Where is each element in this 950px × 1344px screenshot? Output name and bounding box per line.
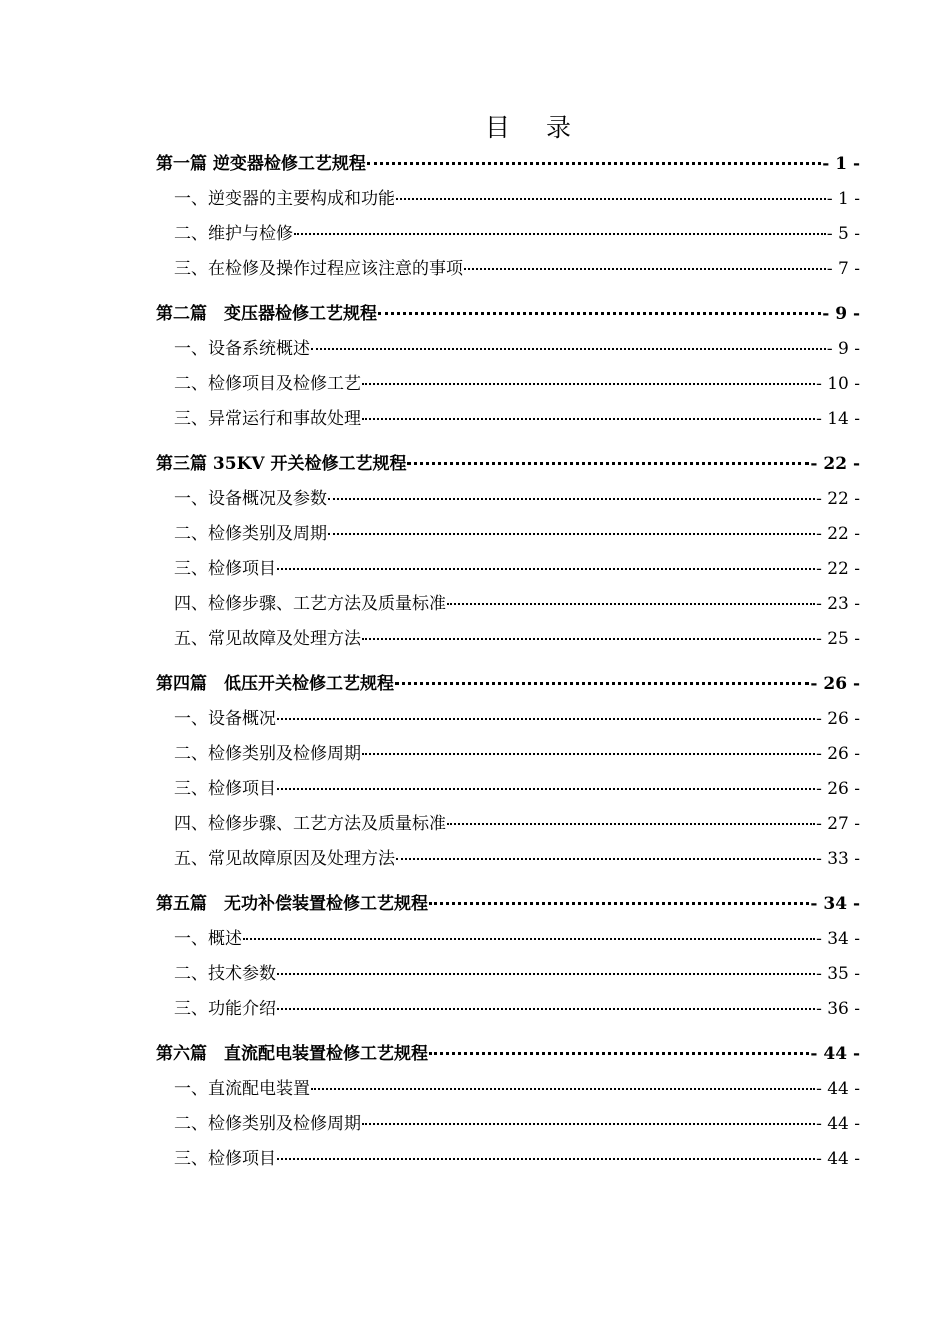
section-title: 三、在检修及操作过程应该注意的事项 [174, 259, 463, 279]
chapter-page-number: - 44 - [810, 1044, 860, 1064]
dot-leader [396, 197, 826, 200]
section-page-number: - 27 - [816, 814, 860, 834]
dot-leader [407, 461, 809, 465]
section-title: 一、直流配电装置 [174, 1079, 310, 1099]
section-page-number: - 23 - [816, 594, 860, 614]
dot-leader [378, 311, 821, 315]
section-title: 三、检修项目 [174, 559, 276, 579]
chapter-title: 第二篇 变压器检修工艺规程 [156, 304, 377, 324]
chapter-page-number: - 34 - [810, 894, 860, 914]
section-title: 一、设备概况 [174, 709, 276, 729]
dot-leader [367, 161, 821, 165]
section-title: 一、设备系统概述 [174, 339, 310, 359]
dot-leader [277, 972, 815, 975]
section-title: 二、检修类别及检修周期 [174, 744, 361, 764]
dot-leader [277, 787, 815, 790]
dot-leader [328, 497, 815, 500]
dot-leader [429, 1051, 809, 1055]
toc-section-entry[interactable] [156, 737, 860, 772]
toc-title: 目 录 [485, 113, 585, 142]
toc-section-entry[interactable] [156, 807, 860, 842]
toc-section-entry[interactable] [156, 402, 860, 437]
dot-leader [447, 822, 815, 825]
chapter-page-number: - 26 - [810, 674, 860, 694]
dot-leader [277, 567, 815, 570]
section-page-number: - 36 - [816, 999, 860, 1019]
section-title: 二、检修项目及检修工艺 [174, 374, 361, 394]
dot-leader [311, 1087, 815, 1090]
toc-chapter-entry[interactable] [156, 1036, 860, 1072]
toc-section-entry[interactable] [156, 367, 860, 402]
dot-leader [464, 267, 826, 270]
chapter-page-number: - 22 - [810, 454, 860, 474]
section-page-number: - 26 - [816, 744, 860, 764]
dot-leader [447, 602, 815, 605]
section-page-number: - 1 - [826, 189, 860, 209]
toc-section-entry[interactable] [156, 702, 860, 737]
dot-leader [362, 417, 815, 420]
toc-chapter-entry[interactable] [156, 146, 860, 182]
section-title: 五、常见故障原因及处理方法 [174, 849, 395, 869]
dot-leader [328, 532, 815, 535]
dot-leader [395, 681, 809, 685]
dot-leader [294, 232, 826, 235]
toc-section-entry[interactable] [156, 957, 860, 992]
section-page-number: - 35 - [816, 964, 860, 984]
chapter-title: 第六篇 直流配电装置检修工艺规程 [156, 1044, 428, 1064]
dot-leader [362, 637, 815, 640]
toc-chapter-entry[interactable] [156, 296, 860, 332]
section-page-number: - 9 - [826, 339, 860, 359]
section-page-number: - 34 - [816, 929, 860, 949]
section-page-number: - 25 - [816, 629, 860, 649]
toc-section-entry[interactable] [156, 482, 860, 517]
section-title: 五、常见故障及处理方法 [174, 629, 361, 649]
chapter-title: 第一篇 逆变器检修工艺规程 [156, 154, 366, 174]
section-title: 四、检修步骤、工艺方法及质量标准 [174, 594, 446, 614]
section-title: 三、检修项目 [174, 1149, 276, 1169]
section-title: 三、功能介绍 [174, 999, 276, 1019]
dot-leader [277, 1007, 815, 1010]
section-page-number: - 26 - [816, 709, 860, 729]
section-page-number: - 14 - [816, 409, 860, 429]
dot-leader [311, 347, 826, 350]
chapter-title: 第三篇 35KV 开关检修工艺规程 [156, 454, 407, 474]
toc-section-entry[interactable] [156, 622, 860, 657]
toc-section-entry[interactable] [156, 1107, 860, 1142]
section-page-number: - 44 - [816, 1114, 860, 1134]
section-page-number: - 10 - [816, 374, 860, 394]
dot-leader [362, 752, 815, 755]
toc-section-entry[interactable] [156, 842, 860, 877]
dot-leader [396, 857, 815, 860]
dot-leader [362, 1122, 815, 1125]
section-page-number: - 5 - [826, 224, 860, 244]
toc-chapter-entry[interactable] [156, 446, 860, 482]
chapter-title: 第四篇 低压开关检修工艺规程 [156, 674, 394, 694]
toc-section-entry[interactable] [156, 182, 860, 217]
toc-section-entry[interactable] [156, 217, 860, 252]
section-title: 二、技术参数 [174, 964, 276, 984]
section-title: 三、异常运行和事故处理 [174, 409, 361, 429]
section-page-number: - 22 - [816, 524, 860, 544]
section-page-number: - 22 - [816, 489, 860, 509]
toc-chapter-entry[interactable] [156, 666, 860, 702]
toc-section-entry[interactable] [156, 332, 860, 367]
dot-leader [243, 937, 815, 940]
chapter-page-number: - 1 - [822, 154, 860, 174]
toc-section-entry[interactable] [156, 922, 860, 957]
section-title: 二、维护与检修 [174, 224, 293, 244]
section-title: 二、检修类别及周期 [174, 524, 327, 544]
section-title: 二、检修类别及检修周期 [174, 1114, 361, 1134]
section-page-number: - 33 - [816, 849, 860, 869]
toc-section-entry[interactable] [156, 772, 860, 807]
dot-leader [429, 901, 809, 905]
section-title: 三、检修项目 [174, 779, 276, 799]
toc-section-entry[interactable] [156, 1142, 860, 1177]
toc-section-entry[interactable] [156, 587, 860, 622]
section-title: 一、概述 [174, 929, 242, 949]
dot-leader [362, 382, 815, 385]
section-title: 四、检修步骤、工艺方法及质量标准 [174, 814, 446, 834]
section-page-number: - 7 - [826, 259, 860, 279]
toc-section-entry[interactable] [156, 552, 860, 587]
toc-chapter-entry[interactable] [156, 886, 860, 922]
toc-section-entry[interactable] [156, 992, 860, 1027]
dot-leader [277, 717, 815, 720]
section-page-number: - 26 - [816, 779, 860, 799]
chapter-page-number: - 9 - [822, 304, 860, 324]
dot-leader [277, 1157, 815, 1160]
toc-section-entry[interactable] [156, 252, 860, 287]
table-of-contents [156, 146, 860, 1177]
section-title: 一、设备概况及参数 [174, 489, 327, 509]
section-page-number: - 44 - [816, 1149, 860, 1169]
toc-section-entry[interactable] [156, 517, 860, 552]
chapter-title: 第五篇 无功补偿装置检修工艺规程 [156, 894, 428, 914]
toc-section-entry[interactable] [156, 1072, 860, 1107]
section-title: 一、逆变器的主要构成和功能 [174, 189, 395, 209]
section-page-number: - 22 - [816, 559, 860, 579]
section-page-number: - 44 - [816, 1079, 860, 1099]
